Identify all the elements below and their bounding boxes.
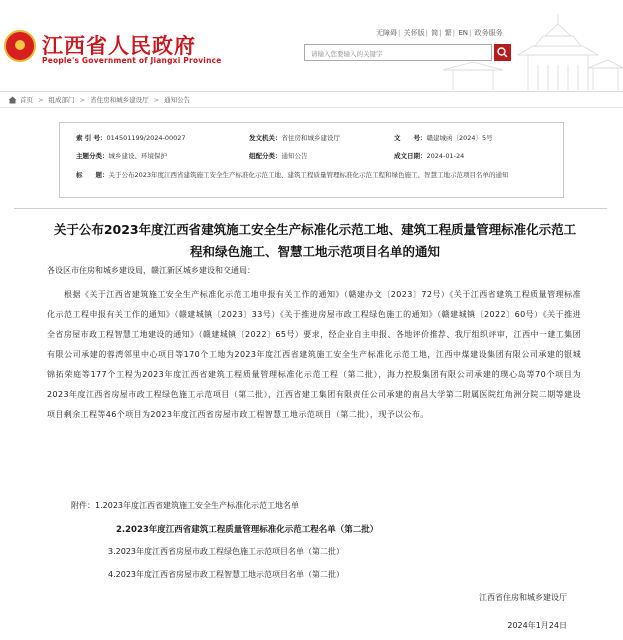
attachment-link-3[interactable]: 3.2023年度江西省房屋市政工程绿色施工示范项目名单（第二批）: [108, 547, 344, 556]
breadcrumb-home[interactable]: 首页: [20, 96, 33, 104]
body-paragraph: 根据《关于江西省建筑施工安全生产标准化示范工地申报有关工作的通知》（赣建办文〔2023〕72号）《关于江西省建筑工程质量管理标准化示范工程申报有关工作的通知》（赣建城镇〔2023〕33号）《关于推进房屋市政工程绿色施工的通知》（赣建城镇〔2022〕60号）《关于推进全省房屋市政工程智慧工地建设的通知》（赣建城镇〔2022〕65号）要求，经企业自主申报、各地评价推荐、我厅组织评审，江西中一建工集团有限公司承建的蓉湾邻里中心项目等170个工地为2023年度江西省建筑施工安全生产标准化示范工地，江西中煤建设集团有限公司承建的银城锦拓荣庭等177个工程为2023年度江西省建筑工程质量管理标准化示范工程（第二批），海力控股集团有限公司承建的璞心岛等70个项目为2023年度江西省房屋市政工程绿色施工示范项目（第二批），江西省建工集团有限责任公司承建的南昌大学第二附属医院红角洲分院二期等建设项目剩余工程等46个项目为2023年度江西省房屋市政工程智慧工地示范项目（第二批），现予以公布。: [47, 290, 581, 419]
attachments-label: 附件：: [71, 501, 95, 510]
attachments-list: [71, 500, 299, 511]
home-icon: [8, 96, 17, 104]
site-title[interactable]: 江西省人民政府: [42, 34, 196, 58]
search-input[interactable]: 请输入您要输入的关键字: [304, 44, 492, 61]
meta-date: 成文日期：2024-01-24: [394, 152, 465, 160]
link-traditional[interactable]: 繁: [444, 29, 452, 37]
document-meta-table: [59, 122, 564, 198]
top-links: 无障碍| 关怀版| 简| 繁| EN| 政务服务: [376, 29, 503, 37]
meta-document-number: 文 号：赣建城函〔2024〕5号: [394, 134, 493, 142]
breadcrumb-notices[interactable]: 通知公告: [164, 96, 191, 104]
meta-issuer: 发文机关：省住房和城乡建设厅: [249, 134, 340, 142]
signature-organization: 江西省住房和城乡建设厅: [479, 593, 567, 602]
meta-topic: 主题分类：城乡建设、环境保护: [76, 152, 167, 160]
link-simplified[interactable]: 简: [431, 29, 439, 37]
attachment-link-1[interactable]: 1.2023年度江西省建筑施工安全生产标准化示范工地名单: [95, 501, 299, 510]
document-title: 关于公布2023年度江西省建筑施工安全生产标准化示范工地、建筑工程质量管理标准化示范工程和绿色施工、智慧工地示范项目名单的通知: [53, 222, 577, 259]
breadcrumb-bar: [0, 91, 623, 108]
salutation: 各设区市住房和城乡建设局，赣江新区城乡建设和交通局：: [47, 266, 255, 275]
site-header: [0, 0, 623, 90]
signature-date: 2024年1月24日: [507, 621, 567, 630]
attachment-link-4[interactable]: 4.2023年度江西省房屋市政工程智慧工地示范项目名单（第二批）: [108, 570, 344, 579]
meta-index-number: 索 引 号：014501199/2024-00027: [76, 134, 186, 142]
search-icon[interactable]: [494, 44, 511, 61]
attachment-link-2[interactable]: 2.2023年度江西省建筑工程质量管理标准化示范工程名单（第二批）: [116, 525, 379, 535]
meta-title: 标 题：关于公布2023年度江西省建筑施工安全生产标准化示范工地、建筑工程质量管理标准化示范工程和绿色施工、智慧工地示范项目名单的通知: [76, 171, 509, 179]
site-subtitle: People's Government of Jiangxi Province: [42, 56, 222, 65]
breadcrumb-departments[interactable]: 组成部门: [48, 96, 75, 104]
breadcrumb: 首页 > 组成部门 > 省住房和城乡建设厅 > 通知公告: [20, 96, 191, 104]
link-care-mode[interactable]: 关怀版: [403, 29, 425, 37]
divider: [14, 208, 607, 209]
link-accessibility[interactable]: 无障碍: [376, 29, 397, 37]
national-emblem-icon: [4, 30, 36, 62]
meta-category: 组配分类：通知公告: [249, 152, 308, 160]
link-english[interactable]: EN: [458, 29, 469, 37]
breadcrumb-housing-dept[interactable]: 省住房和城乡建设厅: [90, 96, 149, 104]
link-gov-service[interactable]: 政务服务: [474, 29, 503, 37]
